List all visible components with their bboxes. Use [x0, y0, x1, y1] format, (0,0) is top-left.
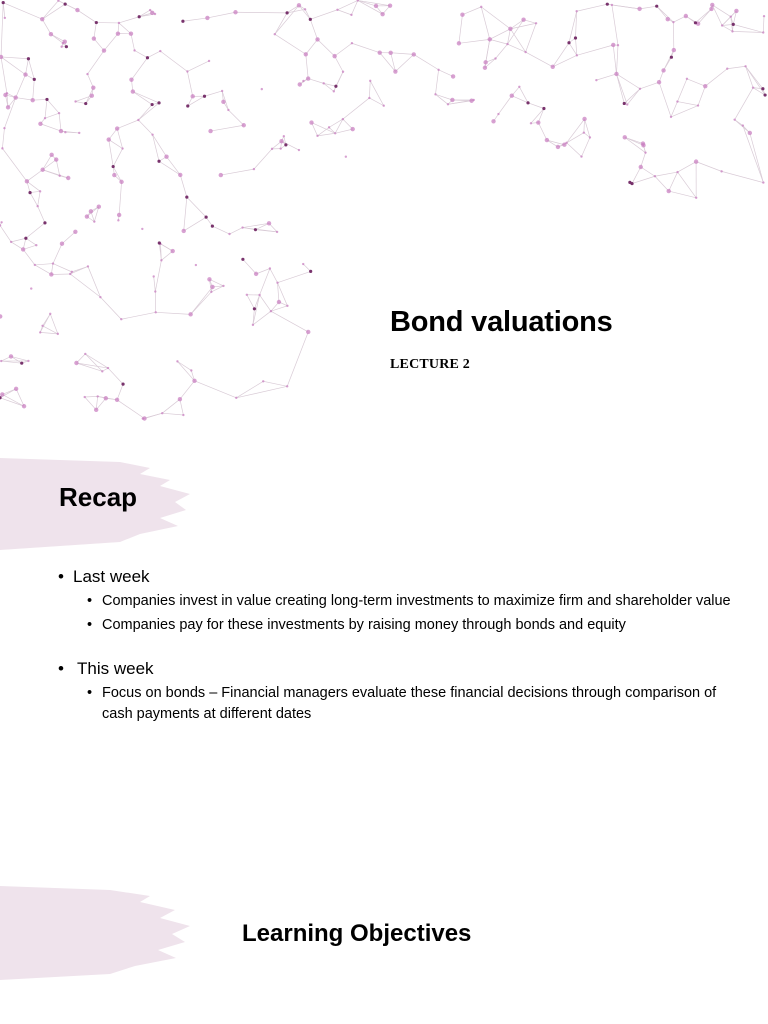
bullet-label: This week: [77, 659, 154, 678]
sub-bullet-text: Focus on bonds – Financial managers evaluate these financial decisions through comparison of cash payments at different dates: [102, 685, 717, 722]
bullet-dot: •: [58, 567, 64, 586]
recap-slide: [0, 444, 768, 876]
sub-bullet-text: Companies invest in value creating long-term investments to maximize firm and shareholder value: [102, 593, 731, 609]
network-lines: [0, 0, 765, 418]
title-slide: [0, 0, 768, 432]
brush-stroke-decoration: [0, 882, 200, 982]
bullet-dot: •: [87, 685, 93, 701]
sub-bullet: [87, 683, 738, 725]
bullet-list: [58, 566, 738, 725]
network-background-image: [0, 0, 768, 432]
sub-bullet: [87, 591, 738, 612]
bullet-dot: •: [87, 617, 93, 633]
slide-subtitle: LECTURE 2: [390, 357, 470, 372]
bullet-this-week: [58, 658, 738, 680]
bullet-last-week: [58, 566, 738, 588]
bullet-dot: •: [58, 659, 64, 678]
slide-title: Bond valuations: [390, 306, 613, 338]
learning-objectives-slide: [0, 880, 768, 1024]
recap-title: Recap: [59, 482, 138, 512]
bullet-dot: •: [87, 593, 93, 609]
sub-bullet-text: Companies pay for these investments by raising money through bonds and equity: [102, 617, 626, 633]
sub-bullet: [87, 615, 738, 636]
network-nodes: [0, 0, 767, 421]
bullet-label: Last week: [73, 567, 150, 586]
learning-objectives-title: Learning Objectives: [242, 920, 472, 947]
